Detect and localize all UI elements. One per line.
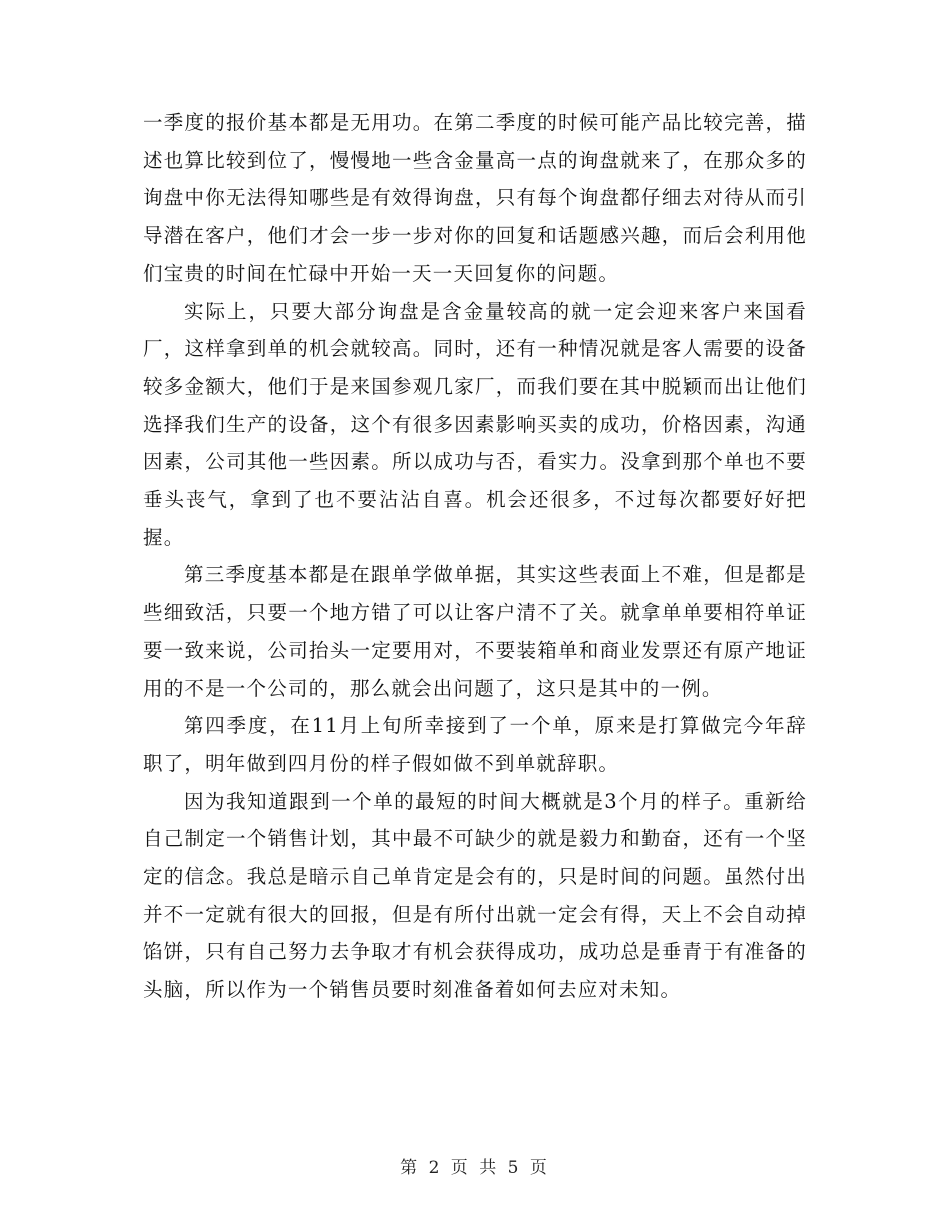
paragraph: 第三季度基本都是在跟单学做单据，其实这些表面上不难，但是都是些细致活，只要一个地方错了可以让客户清不了关。就拿单单要相符单证要一致来说，公司抬头一定要用对，不要装箱单和商业发票还有原产地证用的不是一个公司的，那么就会出问题了，这只是其中的一例。 bbox=[143, 563, 807, 700]
paragraph: 第四季度，在11月上旬所幸接到了一个单，原来是打算做完今年辞职了，明年做到四月份的样子假如做不到单就辞职。 bbox=[143, 714, 807, 775]
paragraph: 实际上，只要大部分询盘是含金量较高的就一定会迎来客户来国看厂，这样拿到单的机会就较高。同时，还有一种情况就是客人需要的设备较多金额大，他们于是来国参观几家厂，而我们要在其中脱颖而出让他们选择我们生产的设备，这个有很多因素影响买卖的成功，价格因素，沟通因素，公司其他一些因素。所以成功与否，看实力。没拿到那个单也不要垂头丧气，拿到了也不要沾沾自喜。机会还很多，不过每次都要好好把握。 bbox=[143, 299, 807, 549]
page-number-footer: 第 2 页 共 5 页 bbox=[400, 1158, 550, 1178]
paragraph: 因为我知道跟到一个单的最短的时间大概就是3个月的样子。重新给自己制定一个销售计划，其中最不可缺少的就是毅力和勤奋，还有一个坚定的信念。我总是暗示自己单肯定是会有的，只是时间的问题。虽然付出并不一定就有很大的回报，但是有所付出就一定会有得，天上不会自动掉馅饼，只有自己努力去争取才有机会获得成功，成功总是垂青于有准备的头脑，所以作为一个销售员要时刻准备着如何去应对未知。 bbox=[143, 789, 807, 1002]
document-body bbox=[143, 104, 807, 1009]
paragraph-continued: 一季度的报价基本都是无用功。在第二季度的时候可能产品比较完善，描述也算比较到位了，慢慢地一些含金量高一点的询盘就来了，在那众多的询盘中你无法得知哪些是有效得询盘，只有每个询盘都仔细去对待从而引导潜在客户，他们才会一步一步对你的回复和话题感兴趣，而后会利用他们宝贵的时间在忙碌中开始一天一天回复你的问题。 bbox=[143, 111, 807, 285]
